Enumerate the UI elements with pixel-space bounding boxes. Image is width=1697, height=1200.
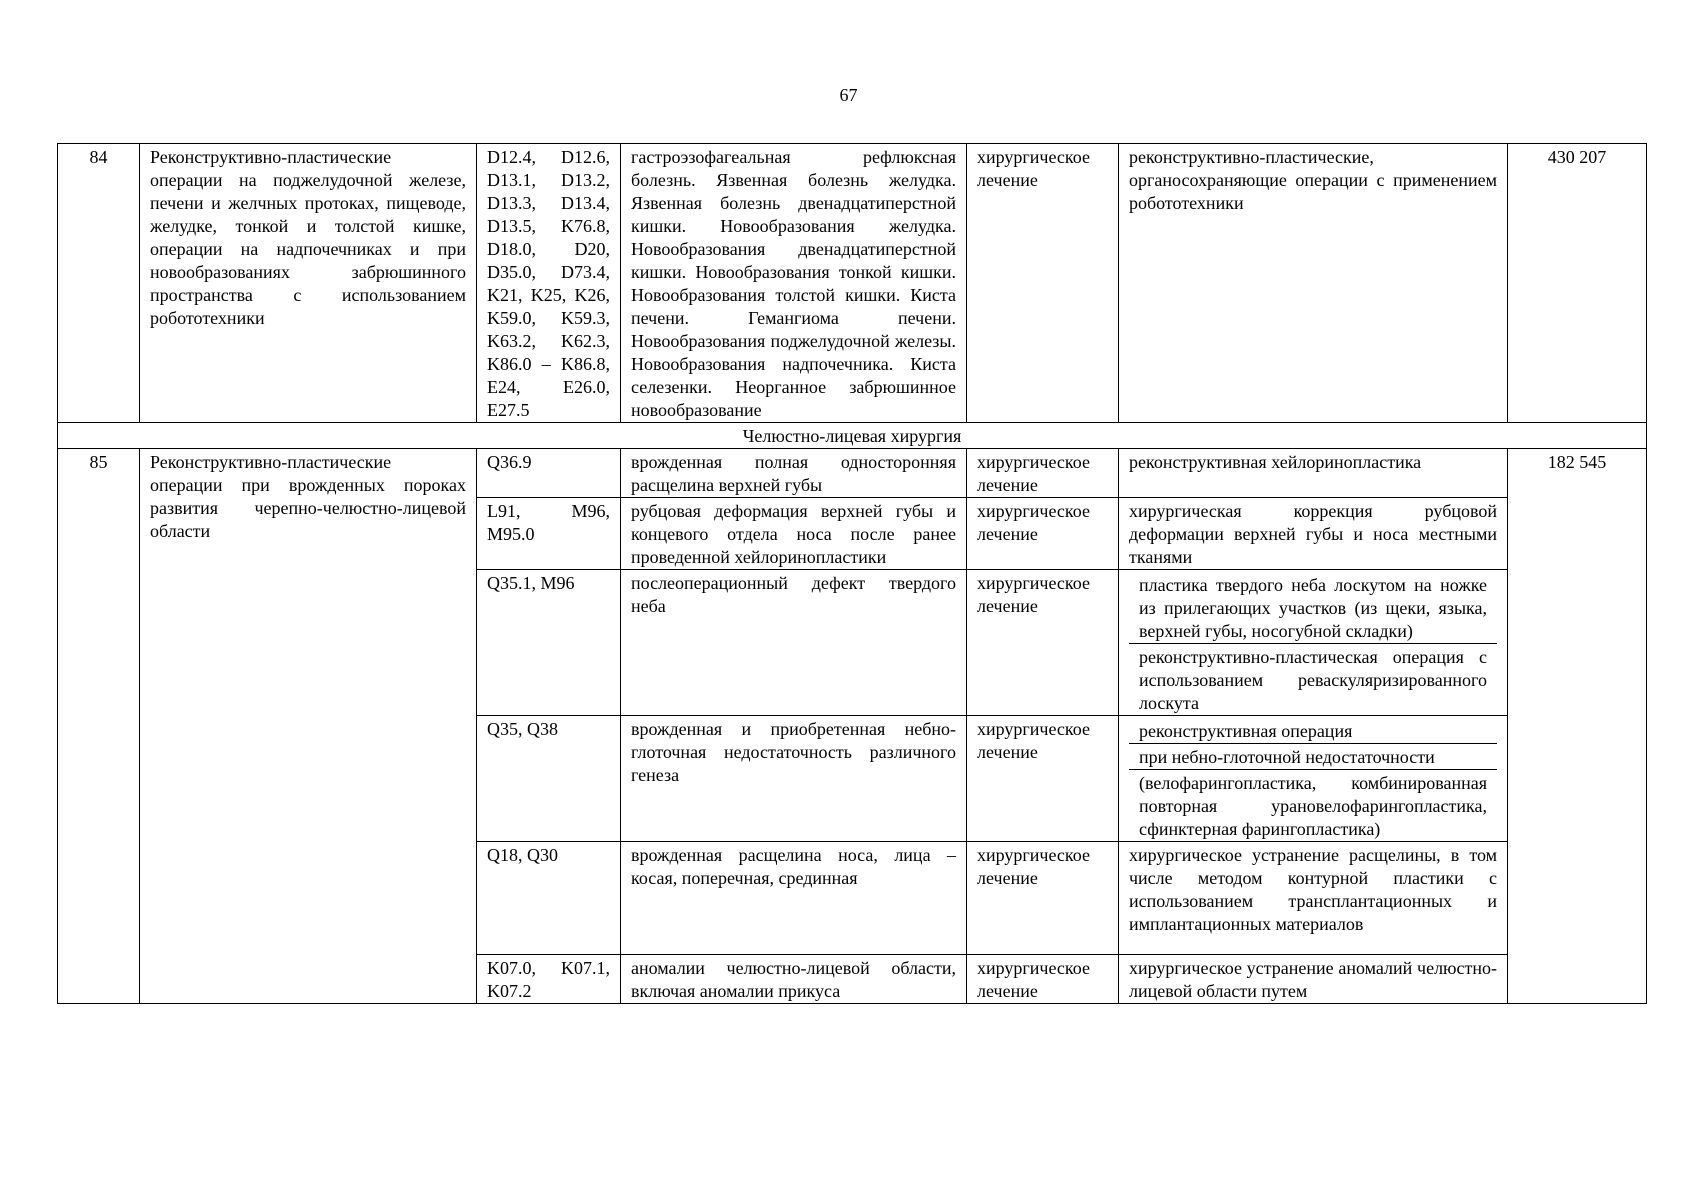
procedures-table	[57, 143, 1647, 1004]
cost: 430 207	[1508, 144, 1647, 423]
diagnosis: врожденная полная односторонняя расщелина верхней губы	[621, 449, 967, 498]
treatment-method: хирургическое устранение аномалий челюстно-лицевой области путем	[1119, 955, 1508, 1004]
treatment-method: при небно-глоточной недостаточности	[1129, 744, 1497, 770]
section-title: Челюстно-лицевая хирургия	[58, 423, 1647, 449]
treatment-method: реконструктивная операция	[1129, 718, 1497, 744]
treatment-type: хирургическое лечение	[967, 716, 1119, 842]
icd-codes: K07.0, K07.1, K07.2	[477, 955, 621, 1004]
cost: 182 545	[1508, 449, 1647, 1004]
icd-codes: D12.4, D12.6, D13.1, D13.2, D13.3, D13.4, D13.5, K76.8, D18.0, D20, D35.0, D73.4, K21, K25, K26, K59.0, K59.3, K63.2, K62.3, K86.0 – K86.8, E24, E26.0, E27.5	[477, 144, 621, 423]
treatment-method: хирургическое устранение расщелины, в том числе методом контурной пластики с использованием трансплантационных и имплантационных материалов	[1119, 842, 1508, 955]
diagnosis: врожденная и приобретенная небно-глоточная недостаточность различного генеза	[621, 716, 967, 842]
treatment-type: хирургическое лечение	[967, 449, 1119, 498]
icd-codes: Q35, Q38	[477, 716, 621, 842]
treatment-method: реконструктивная хейлоринопластика	[1119, 449, 1508, 498]
treatment-type: хирургическое лечение	[967, 570, 1119, 716]
table-row-85	[58, 449, 1647, 498]
diagnosis: рубцовая деформация верхней губы и концевого отдела носа после ранее проведенной хейлоринопластики	[621, 498, 967, 570]
treatment-method: (велофарингопластика, комбинированная повторная урановелофарингопластика, сфинктерная фарингопластика)	[1139, 773, 1487, 839]
diagnosis: гастроэзофагеальная рефлюксная болезнь. Язвенная болезнь желудка. Язвенная болезнь двенадцатиперстной кишки. Новообразования желудка. Новообразования двенадцатиперстной кишки. Новообразования тонкой кишки. Новообразования толстой кишки. Киста печени. Гемангиома печени. Новообразования поджелудочной железы. Новообразования надпочечника. Киста селезенки. Неорганное забрюшинное новообразование	[621, 144, 967, 423]
treatment-type: хирургическое лечение	[967, 842, 1119, 955]
treatment-type: хирургическое лечение	[967, 498, 1119, 570]
procedure-name: Реконструктивно-пластические операции при врожденных пороках развития черепно-челюстно-лицевой области	[140, 449, 477, 1004]
procedure-name: Реконструктивно-пластические операции на поджелудочной железе, печени и желчных протоках, пищеводе, желудке, тонкой и толстой кишке, операции на надпочечниках и при новообразованиях забрюшинного пространства с использованием робототехники	[140, 144, 477, 423]
section-header-row	[58, 423, 1647, 449]
icd-codes: Q35.1, M96	[477, 570, 621, 716]
treatment-method: хирургическая коррекция рубцовой деформации верхней губы и носа местными тканями	[1119, 498, 1508, 570]
treatment-method-group	[1119, 570, 1508, 716]
treatment-method: реконструктивно-пластическая операция с использованием реваскуляризированного лоскута	[1139, 647, 1487, 713]
treatment-method: реконструктивно-пластические, органосохраняющие операции с применением робототехники	[1119, 144, 1508, 423]
method-list	[1129, 572, 1497, 715]
row-number: 85	[58, 449, 140, 1004]
page-number: 67	[839, 85, 858, 105]
treatment-type: хирургическое лечение	[967, 955, 1119, 1004]
icd-codes: Q18, Q30	[477, 842, 621, 955]
table-row-84	[58, 144, 1647, 423]
icd-codes: L91, M96, M95.0	[477, 498, 621, 570]
diagnosis: врожденная расщелина носа, лица – косая, поперечная, срединная	[621, 842, 967, 955]
method-list	[1129, 718, 1497, 841]
diagnosis: послеоперационный дефект твердого неба	[621, 570, 967, 716]
treatment-method-group	[1119, 716, 1508, 842]
icd-codes: Q36.9	[477, 449, 621, 498]
diagnosis: аномалии челюстно-лицевой области, включая аномалии прикуса	[621, 955, 967, 1004]
treatment-type: хирургическое лечение	[967, 144, 1119, 423]
row-number: 84	[58, 144, 140, 423]
treatment-method: пластика твердого неба лоскутом на ножке из прилегающих участков (из щеки, языка, верхней губы, носогубной складки)	[1129, 572, 1497, 644]
